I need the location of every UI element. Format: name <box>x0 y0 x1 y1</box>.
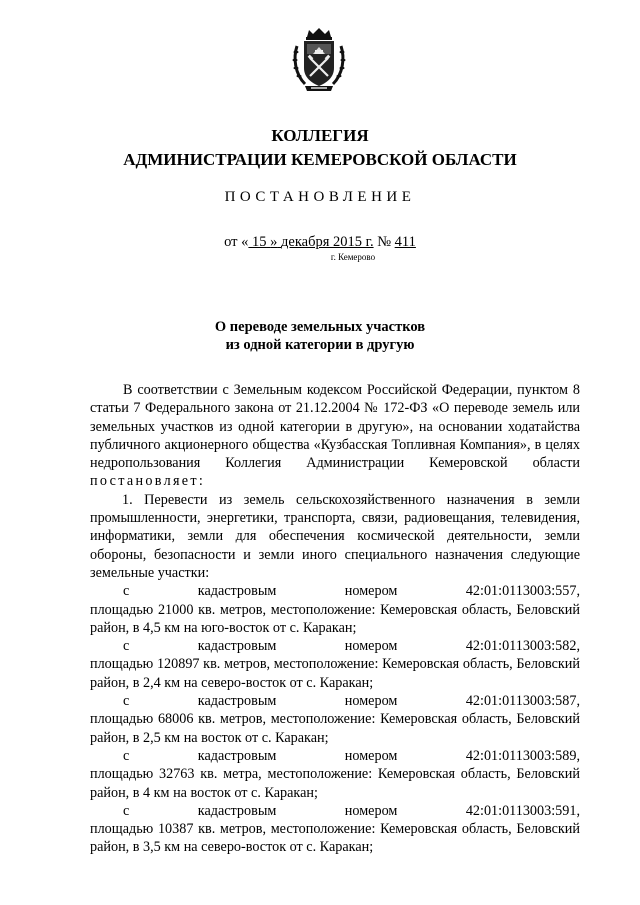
plot-entry: с кадастровым номером 42:01:0113003:591, площадью 10387 кв. метров, местоположение: Кемеровская область, Беловский район, в 3,5 км на северо-восток от с. Каракан; <box>90 802 580 856</box>
item-1-paragraph: 1. Перевести из земель сельскохозяйственного назначения в земли промышленности, энергетики, транспорта, связи, радиовещания, телевидения, информатики, земли для обеспечения космической деятельности, земли обороны, безопасности и земли иного специального назначения следующие земельные участки: <box>90 491 580 581</box>
number-sign: № <box>377 234 392 250</box>
subject-line2: из одной категории в другую <box>225 337 415 353</box>
org-name-line2: АДМИНИСТРАЦИИ КЕМЕРОВСКОЙ ОБЛАСТИ <box>123 150 517 169</box>
plot-entry: с кадастровым номером 42:01:0113003:557, площадью 21000 кв. метров, местоположение: Кемеровская область, Беловский район, в 4,5 км на юго-восток от с. Каракан; <box>90 583 580 636</box>
plot-entry: с кадастровым номером 42:01:0113003:582, площадью 120897 кв. метров, местоположение: Кемеровская область, Беловский район, в 2,4 км на северо-восток от с. Каракан; <box>90 638 580 691</box>
intro-paragraph: В соответствии с Земельным кодексом Российской Федерации, пунктом 8 статьи 7 Федерального закона от 21.12.2004 № 172-ФЗ «О переводе земель или земельных участков из одной категории в другую», на основании ходатайства публичного акционерного общества «Кузбасская Топливная Компания», в целях недропользования Коллегия Администрации Кемеровской области постановляет: <box>90 382 580 490</box>
subject-line1: О переводе земельных участков <box>214 319 426 335</box>
date-number-line <box>0 234 640 251</box>
coat-of-arms-icon <box>291 28 347 92</box>
plot-entry: с кадастровым номером 42:01:0113003:589, площадью 32763 кв. метра, местоположение: Кемеровская область, Беловский район, в 4 км на восток от с. Каракан; <box>90 747 580 801</box>
city: г. Кемерово <box>330 252 376 262</box>
document-number: 411 <box>394 234 416 250</box>
org-name-line1: КОЛЛЕГИЯ <box>271 126 369 145</box>
date-day: 15 » декабря 2015 г. <box>252 234 374 250</box>
document-type: ПОСТАНОВЛЕНИЕ <box>224 189 416 205</box>
plot-entry: с кадастровым номером 42:01:0113003:587, площадью 68006 кв. метров, местоположение: Кемеровская область, Беловский район, в 2,5 км на восток от с. Каракан; <box>90 693 580 746</box>
date-prefix: от « <box>224 234 249 250</box>
resolves-word: постановляет: <box>90 473 206 490</box>
document-body <box>90 381 580 857</box>
